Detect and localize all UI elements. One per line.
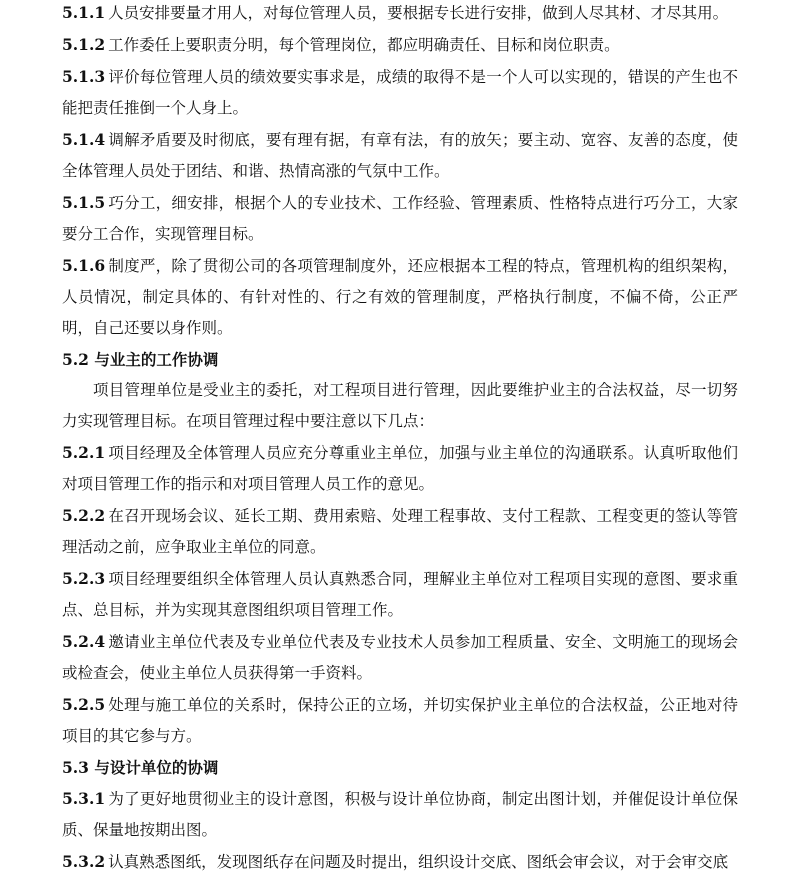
clause-number: 5.2.4 xyxy=(62,632,106,651)
clause-5-2-5 xyxy=(62,689,738,752)
clause-number: 5.1.2 xyxy=(62,35,106,54)
clause-text: 处理与施工单位的关系时，保持公正的立场，并切实保护业主单位的合法权益，公正地对待项目的其它参与方。 xyxy=(62,696,738,745)
section-heading-5-3: 5.3 与设计单位的协调 xyxy=(62,758,219,777)
clause-5-2-1 xyxy=(62,437,738,500)
clause-5-2-4 xyxy=(62,626,738,689)
clause-text: 评价每位管理人员的绩效要实事求是，成绩的取得不是一个人可以实现的，错误的产生也不能把责任推倒一个人身上。 xyxy=(62,68,738,117)
clause-text: 工作委任上要职责分明，每个管理岗位，都应明确责任、目标和岗位职责。 xyxy=(108,36,620,54)
clause-5-1-3 xyxy=(62,61,738,124)
clause-number: 5.1.3 xyxy=(62,67,106,86)
clause-text: 制度严，除了贯彻公司的各项管理制度外，还应根据本工程的特点，管理机构的组织架构，人员情况，制定具体的、有针对性的、行之有效的管理制度，严格执行制度，不偏不倚，公正严明，自己还要以身作则。 xyxy=(62,257,738,337)
clause-5-1-6 xyxy=(62,250,738,344)
section-heading-5-2: 5.2 与业主的工作协调 xyxy=(62,350,219,369)
clause-number: 5.1.6 xyxy=(62,256,106,275)
clause-5-2-2 xyxy=(62,500,738,563)
clause-number: 5.3.1 xyxy=(62,789,106,808)
clause-5-2-3 xyxy=(62,563,738,626)
clause-5-1-1 xyxy=(62,0,738,29)
clause-5-1-5 xyxy=(62,187,738,250)
clause-text: 项目经理要组织全体管理人员认真熟悉合同，理解业主单位对工程项目实现的意图、要求重点、总目标，并为实现其意图组织项目管理工作。 xyxy=(62,570,738,619)
clause-number: 5.1.5 xyxy=(62,193,106,212)
clause-number: 5.1.4 xyxy=(62,130,106,149)
clause-5-3-2 xyxy=(62,846,738,878)
clause-5-1-2 xyxy=(62,29,738,61)
clause-number: 5.1.1 xyxy=(62,3,106,22)
clause-text: 巧分工，细安排，根据个人的专业技术、工作经验、管理素质、性格特点进行巧分工，大家要分工合作，实现管理目标。 xyxy=(62,194,738,243)
clause-text: 调解矛盾要及时彻底，要有理有据，有章有法，有的放矢；要主动、宽容、友善的态度，使全体管理人员处于团结、和谐、热情高涨的气氛中工作。 xyxy=(62,131,738,180)
clause-5-1-4 xyxy=(62,124,738,187)
clause-number: 5.2.2 xyxy=(62,506,106,525)
clause-number: 5.2.3 xyxy=(62,569,106,588)
clause-text: 项目经理及全体管理人员应充分尊重业主单位，加强与业主单位的沟通联系。认真听取他们对项目管理工作的指示和对项目管理人员工作的意见。 xyxy=(62,444,738,493)
section-intro-paragraph: 项目管理单位是受业主的委托，对工程项目进行管理，因此要维护业主的合法权益，尽一切努力实现管理目标。在项目管理过程中要注意以下几点： xyxy=(62,381,738,430)
clause-5-3-1 xyxy=(62,783,738,846)
clause-number: 5.2.5 xyxy=(62,695,106,714)
clause-text: 认真熟悉图纸，发现图纸存在问题及时提出，组织设计交底、图纸会审会议，对于会审交底 xyxy=(108,853,729,871)
clause-text: 为了更好地贯彻业主的设计意图，积极与设计单位协商，制定出图计划，并催促设计单位保质、保量地按期出图。 xyxy=(62,790,738,839)
clause-number: 5.2.1 xyxy=(62,443,106,462)
clause-text: 邀请业主单位代表及专业单位代表及专业技术人员参加工程质量、安全、文明施工的现场会或检查会，使业主单位人员获得第一手资料。 xyxy=(62,633,738,682)
clause-text: 在召开现场会议、延长工期、费用索赔、处理工程事故、支付工程款、工程变更的签认等管理活动之前，应争取业主单位的同意。 xyxy=(62,507,738,556)
document-page xyxy=(62,0,738,878)
clause-number: 5.3.2 xyxy=(62,852,106,871)
clause-text: 人员安排要量才用人，对每位管理人员，要根据专长进行安排，做到人尽其材、才尽其用。 xyxy=(108,4,729,22)
